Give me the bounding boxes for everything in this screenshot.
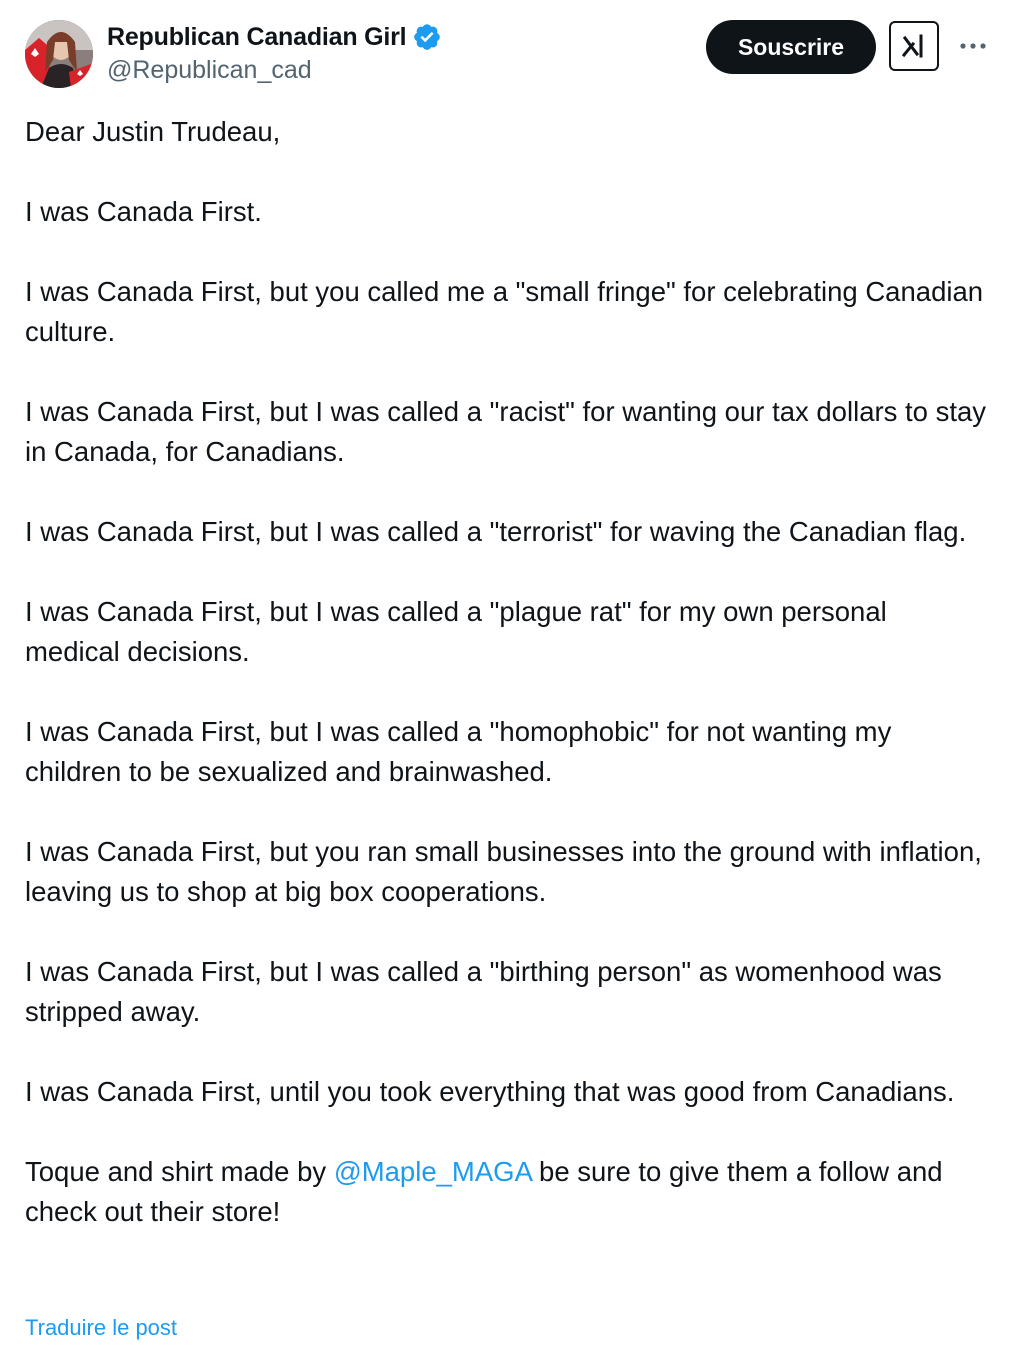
tweet-header: [25, 18, 992, 90]
tweet-paragraph: I was Canada First, but I was called a "terrorist" for waving the Canadian flag.: [25, 516, 967, 547]
author-names: [107, 20, 442, 85]
author-handle[interactable]: @Republican_cad: [107, 56, 312, 84]
tweet-paragraph: I was Canada First.: [25, 196, 262, 227]
tweet-paragraph: I was Canada First, but I was called a "racist" for wanting our tax dollars to stay in Canada, for Canadians.: [25, 396, 987, 467]
tweet-paragraph: Dear Justin Trudeau,: [25, 116, 281, 147]
subscribe-button[interactable]: Souscrire: [706, 20, 876, 74]
tweet-paragraph: I was Canada First, but you ran small businesses into the ground with inflation, leaving us to shop at big box cooperations.: [25, 836, 982, 907]
author-display-name[interactable]: Republican Canadian Girl: [107, 22, 407, 51]
verified-badge-icon[interactable]: [412, 22, 442, 52]
translate-post-link[interactable]: Traduire le post: [25, 1315, 178, 1340]
tweet-paragraph: I was Canada First, but I was called a "birthing person" as womenhood was stripped away.: [25, 956, 942, 1027]
tweet-paragraph: I was Canada First, but I was called a "homophobic" for not wanting my children to be sexualized and brainwashed.: [25, 716, 892, 787]
avatar-image: [25, 20, 93, 88]
display-name-row: [107, 20, 442, 54]
tweet-paragraph: I was Canada First, until you took everything that was good from Canadians.: [25, 1076, 955, 1107]
grok-glyph: [899, 31, 929, 61]
tweet-text: [25, 112, 987, 1232]
final-text-before: Toque and shirt made by: [25, 1156, 334, 1187]
mention-link[interactable]: @Maple_MAGA: [333, 1156, 532, 1187]
final-text-after: be sure to give them a follow and check out their store!: [25, 1156, 943, 1227]
tweet-paragraph: I was Canada First, but you called me a "small fringe" for celebrating Canadian culture.: [25, 276, 984, 347]
tweet-final-paragraph: [25, 1152, 987, 1232]
profile-avatar[interactable]: [25, 20, 93, 88]
more-options-icon[interactable]: [955, 28, 991, 64]
tweet-paragraph: I was Canada First, but I was called a "plague rat" for my own personal medical decisions.: [25, 596, 887, 667]
grok-icon[interactable]: [889, 21, 939, 71]
